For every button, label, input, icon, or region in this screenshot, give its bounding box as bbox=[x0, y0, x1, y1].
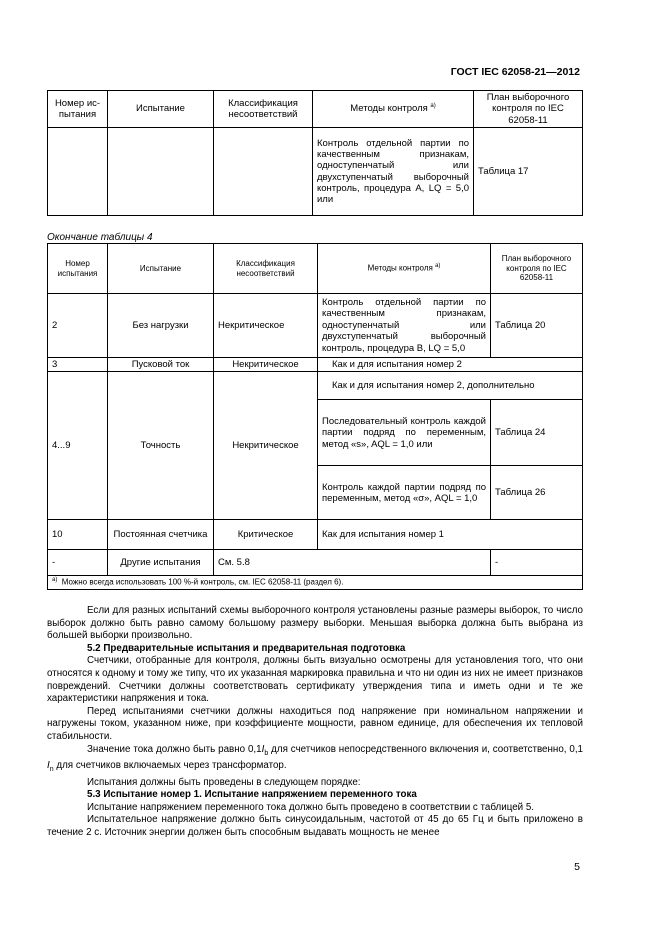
plan-cell: Таблица 26 bbox=[491, 466, 583, 520]
method-cell: Как и для испытания номер 2 bbox=[318, 358, 583, 372]
paragraph: Счетчики, отобранные для контроля, должны быть визуально осмотрены для установления того, что они относятся к одному и тому же типу, что их указанная маркировка правильна и что ни один из них не имеет признаков повреждений. Счетчики должны соответствовать сертификату утверждения типа и иметь одни и те же характеристики напряжения и тока. bbox=[47, 655, 583, 705]
section-heading-5-2: 5.2 Предварительные испытания и предварительная подготовка bbox=[87, 642, 406, 654]
col-methods: Методы контроля $^{а)}$ bbox=[318, 244, 491, 294]
section-heading-5-3: 5.3 Испытание номер 1. Испытание напряжением переменного тока bbox=[87, 789, 417, 801]
col-test: Испытание bbox=[108, 91, 214, 128]
method-cell: Контроль каждой партии подряд по переменным, метод «σ», AQL = 1,0 bbox=[318, 466, 491, 520]
test-name: Без нагрузки bbox=[108, 294, 214, 358]
test-number: 10 bbox=[48, 520, 108, 550]
table-row bbox=[48, 128, 583, 216]
footnote-mark: а) bbox=[430, 103, 436, 110]
test-number: - bbox=[48, 550, 108, 576]
col-classification: Классификация несоответствий bbox=[214, 244, 318, 294]
test-name: Другие испытания bbox=[108, 550, 214, 576]
table-footnote-row bbox=[48, 576, 583, 589]
classification: Некритическое bbox=[214, 372, 318, 520]
classification: Некритическое bbox=[214, 294, 318, 358]
paragraph: Испытание напряжением переменного тока должно быть проведено в соответствии с таблицей 5. bbox=[87, 801, 535, 813]
table-row bbox=[48, 550, 583, 576]
body-text bbox=[47, 605, 583, 840]
paragraph: Испытания должны быть проведены в следующем порядке: bbox=[87, 776, 361, 788]
table-caption: Окончание таблицы 4 bbox=[47, 232, 153, 243]
test-number: 3 bbox=[48, 358, 108, 372]
classification: Некритическое bbox=[214, 358, 318, 372]
table-4-end bbox=[47, 243, 583, 590]
test-number: 4...9 bbox=[48, 372, 108, 520]
method-cell: Последовательный контроль каждой партии подряд по переменным, метод «s», AQL = 1,0 или bbox=[318, 400, 491, 466]
test-name: Постоянная счетчика bbox=[108, 520, 214, 550]
method-cell: См. 5.8 bbox=[214, 550, 491, 576]
table-row bbox=[48, 372, 583, 400]
page-number: 5 bbox=[574, 861, 580, 873]
method-cell: Как и для испытания номер 2, дополнительно bbox=[318, 372, 583, 400]
document-code: ГОСТ IEC 62058-21—2012 bbox=[450, 66, 580, 78]
method-cell: Контроль отдельной партии по качественным признакам, одноступенчатый или двухступенчатый выборочный контроль, процедура В, LQ = 5,0 bbox=[318, 294, 491, 358]
col-number: Номер испытания bbox=[48, 244, 108, 294]
col-plan: План выборочного контроля по IEC 62058-11 bbox=[474, 91, 583, 128]
paragraph: Если для разных испытаний схемы выборочного контроля установлены разные размеры выборок, то число выборок должно быть равно самому большому размеру выборки. Меньшая выборка должна быть выбрана из большей выборки произвольно. bbox=[47, 605, 583, 642]
table-footnote: $^{а)}$ Можно всегда использовать 100 %-й контроль, см. IEC 62058-11 (раздел 6). bbox=[48, 576, 583, 589]
col-methods: Методы контроля $^{а)}$ bbox=[313, 91, 474, 128]
plan-cell: Таблица 17 bbox=[474, 128, 583, 216]
classification: Критическое bbox=[214, 520, 318, 550]
col-plan: План выборочного контроля по IEC 62058-11 bbox=[491, 244, 583, 294]
footnote-mark: а) bbox=[435, 263, 441, 270]
col-classification: Классификация несоответствий bbox=[214, 91, 313, 128]
table-header-row bbox=[48, 91, 583, 128]
paragraph: Испытательное напряжение должно быть синусоидальным, частотой от 45 до 65 Гц и быть приложено в течение 2 с. Источник энергии должен быть способным выдавать мощность не менее bbox=[47, 814, 583, 838]
col-test: Испытание bbox=[108, 244, 214, 294]
plan-cell: Таблица 20 bbox=[491, 294, 583, 358]
paragraph: Значение тока должно быть равно $0,1I_b$ для счетчиков непосредственного включения и, соответственно, 0,1 $I_n$ для счетчиков включаемых через трансформатор. bbox=[47, 743, 583, 774]
plan-cell: Таблица 24 bbox=[491, 400, 583, 466]
test-name: Точность bbox=[108, 372, 214, 520]
paragraph: Перед испытаниями счетчики должны находиться под напряжение при номинальном напряжении и нагружены током, указанном ниже, при коэффициенте мощности, равном единице, для обеспечения их тепловой стабильности. bbox=[47, 705, 583, 742]
test-name: Пусковой ток bbox=[108, 358, 214, 372]
table-continuation bbox=[47, 90, 583, 216]
footnote-mark: а) bbox=[52, 577, 58, 584]
table-row bbox=[48, 520, 583, 550]
col-number: Номер ис-пытания bbox=[48, 91, 108, 128]
method-cell: Как для испытания номер 1 bbox=[318, 520, 583, 550]
test-number: 2 bbox=[48, 294, 108, 358]
table-row bbox=[48, 358, 583, 372]
method-cell: Контроль отдельной партии по качественным признакам, одноступенчатый или двухступенчатый выборочный контроль, процедура А, LQ = 5,0 или bbox=[313, 128, 474, 216]
table-row bbox=[48, 294, 583, 358]
plan-cell: - bbox=[491, 550, 583, 576]
table-header-row bbox=[48, 244, 583, 294]
